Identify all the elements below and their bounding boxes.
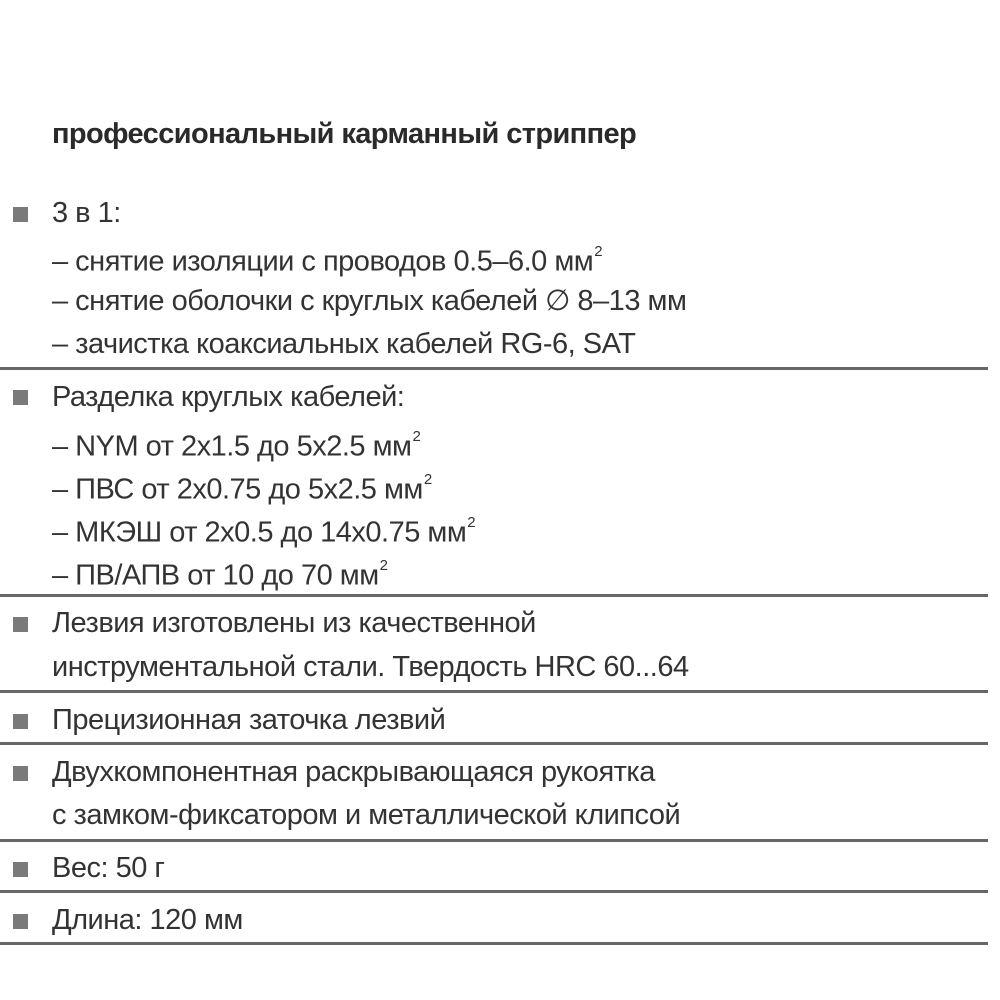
product-heading: профессиональный карманный стриппер <box>52 118 637 150</box>
square-bullet-icon <box>13 862 28 877</box>
spec-line: 3 в 1: <box>52 197 121 229</box>
section-divider <box>0 594 988 597</box>
spec-line: с замком-фиксатором и металлической клипсой <box>52 799 681 831</box>
section-divider <box>0 839 988 842</box>
section-divider <box>0 890 988 893</box>
spec-line: Прецизионная заточка лезвий <box>52 704 446 736</box>
spec-line: инструментальной стали. Твердость HRC 60...64 <box>52 651 689 683</box>
spec-line: – снятие оболочки с круглых кабелей ∅ 8–13 мм <box>52 285 687 317</box>
spec-line: – NYM от 2х1.5 до 5х2.5 $мм^2$ <box>52 428 421 463</box>
square-bullet-icon <box>13 207 28 222</box>
unit-exponent: 2 <box>412 428 421 445</box>
spec-line: – МКЭШ от 2х0.5 до 14х0.75 $мм^2$ <box>52 514 476 549</box>
unit-exponent: 2 <box>467 514 476 531</box>
unit-exponent: 2 <box>379 557 388 574</box>
spec-line: – снятие изоляции с проводов 0.5–6.0 $мм^2$ <box>52 243 603 278</box>
section-divider <box>0 367 988 370</box>
section-divider <box>0 942 988 945</box>
spec-line: Лезвия изготовлены из качественной <box>52 607 536 639</box>
spec-line: Разделка круглых кабелей: <box>52 381 405 413</box>
square-bullet-icon <box>13 714 28 729</box>
section-divider <box>0 742 988 745</box>
spec-line: Вес: 50 г <box>52 852 165 884</box>
section-divider <box>0 690 988 693</box>
spec-line: – ПВС от 2х0.75 до 5х2.5 $мм^2$ <box>52 471 432 506</box>
square-bullet-icon <box>13 390 28 405</box>
spec-line: – зачистка коаксиальных кабелей RG-6, SAT <box>52 328 636 360</box>
unit-exponent: 2 <box>594 243 603 260</box>
spec-line: Длина: 120 мм <box>52 904 243 936</box>
unit-exponent: 2 <box>423 471 432 488</box>
square-bullet-icon <box>13 766 28 781</box>
square-bullet-icon <box>13 617 28 632</box>
spec-line: – ПВ/АПВ от 10 до 70 $мм^2$ <box>52 557 388 592</box>
spec-line: Двухкомпонентная раскрывающаяся рукоятка <box>52 756 655 788</box>
square-bullet-icon <box>13 914 28 929</box>
